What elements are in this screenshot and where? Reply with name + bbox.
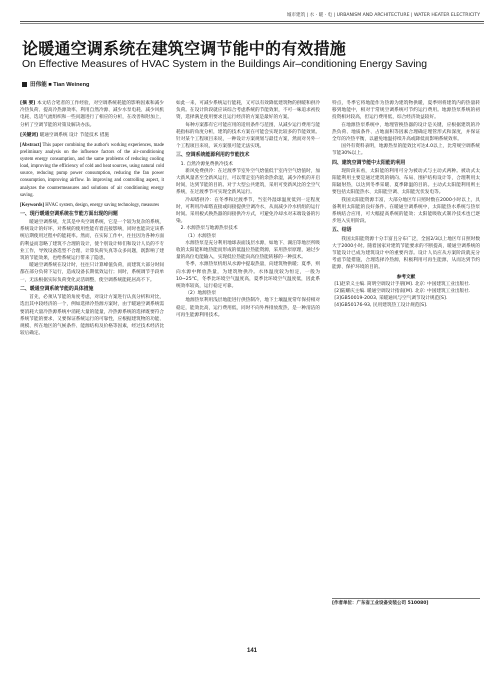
author-names: 田伟能 ■ Tian Weineng (30, 82, 90, 88)
paragraph: 水源热泵是充分利用地球表面浅层水源，如地下、湖泊等地层所吸收的太阳能和地热能而形成的低温位热能资源，采用热泵原理，通过少量的高位电能输入，实现低位热能向高位热能转移的一种技术。 (176, 240, 320, 261)
section-heading-2: 二、暖通空调系统节能的具体措施 (20, 285, 94, 292)
subsection-heading: 1. 自然冷源免费供冷技术 (180, 161, 233, 167)
square-bullet-icon (22, 82, 27, 87)
paragraph: 首先，必须从节能的角度考虑，对设计方案进行认真分析和对比，选出其中较经济的一个，例如选择冷热源方案时，由于暖通空调系统需要消耗大量冷热源系统中消耗大量的能量，冷热源系统的选择既要符合系统节能的要求，又要保证系统运行的可靠性，应根据建筑物的功能、规模、所在地区的气候条件、能源结构及价格等因素，经过技术经济比较后确定。 (20, 295, 164, 337)
article-title-cn: 论暖通空调系统在建筑空调节能中的有效措施 (22, 39, 347, 58)
keywords-en (20, 202, 164, 209)
abstract-cn (20, 100, 164, 129)
keywords-en-text: HVAC system, design, energy saving technology, measures (45, 202, 160, 208)
article-title-en: On Effective Measures of HVAC System in the Buildings Air–conditioning Energy Saving (22, 59, 428, 70)
paragraph: （1）水源热泵 (185, 233, 217, 239)
paragraph: 地源热泵利用浅层地能进行供热制冷，地下土壤温度常年保持相对稳定，能效比高，运行费用低，同时不向外界排放废热，是一种清洁的可再生能源利用技术。 (176, 298, 320, 318)
paragraph: 我国太阳能资源十分丰富且分布广泛，全国2/3以上地区年日照时数大于2000小时。随着国家对建筑节能要求的不断提高，暖通空调系统的节能设计已成为建筑设计中的重要内容。设计人员应从方案阶段就充分考虑节能措施，合理选择冷热源，积极利用可再生能源，从而达到节约能源、保护环境的目的。 (332, 236, 480, 271)
section-heading-3: 三、空调系统能源利用的节能技术 (176, 152, 250, 159)
paragraph: （2）地源热泵 (185, 291, 217, 297)
author-line (22, 80, 89, 88)
header-rule-thin (20, 23, 484, 24)
reference-item: [2]陆耀庆主编. 暖通空调设计指南[M]. 北京: 中国建筑工业出版社. (334, 289, 471, 295)
paragraph: 特点，冬季它将地能作为热源为建筑物供暖，夏季则将建筑内的热量转移到地能中，相对于常规空调系统可节约运行费用。地源热泵系统的初投资相对较高，但运行费用低，综合经济效益较好。 (332, 101, 480, 121)
keywords-label: [关键词] (20, 132, 39, 138)
column-1 (20, 100, 164, 565)
keywords-cn (20, 132, 164, 139)
section-heading-4: 四、建筑空调节能中太阳能的利用 (332, 159, 406, 166)
paragraph: 冷却塔供冷：在冬季和过渡季节，当室外湿球温度低到一定程度时，可利用冷却塔直接或间接提供空调冷水，从而减少冷水机组的运行时间。采用板式换热器的间接供冷方式，可避免冷却水对末端设备的污染。 (176, 197, 320, 225)
paragraph: 我国太阳能资源丰富，大部分地区年日照时数在2000小时以上，具备利用太阳能的良好条件。在暖通空调系统中，太阳能热水系统与热泵系统结合应用，可大幅提高系统的能效；太阳能吸收式制冷技术也已逐步进入实用阶段。 (332, 197, 480, 225)
abstract-en-text: This paper combining the author's working experiences, made preliminary analysis on the influence factors of the air-conditioning system energy consumption, and the same problems of reducing cooling load, improving the efficiency of cold and heat sources, using natural cold source, reducing pump power consumption, reducing the fan power consumption, improving airflow. In improving and controlling aspect, it analyzes the countermeasures and solutions of air conditioning energy saving. (20, 143, 164, 198)
section-heading-5: 五、结语 (332, 227, 352, 234)
keywords-text: 暖通空调系统 设计 节能技术 措施 (39, 132, 110, 138)
references-heading: 参考文献 (396, 274, 416, 280)
paragraph: 暖通空调系统在设计时，往往只计算峰值负荷，而建筑大部分时间都在部分负荷下运行，造成设备长期低效运行；同时，系统调节手段单一，无法根据实际负荷变化灵活调整，使空调系统能耗居高不下。 (20, 263, 164, 283)
abstract-text: 本文结合笔者的工作经验，对空调系统耗能的影响因素和减少冷热负荷、提高冷热源效率、利用自然冷源、减少水泵电耗、减少风机电耗、选适气流组织和一些问题进行了相应的分析，在改善和附加上，分析了空调节能的对策及解决办法。 (20, 101, 164, 128)
subsection-heading: 2. 水源热泵与地源热泵技术 (180, 226, 238, 232)
paragraph: 每种方案都有它可能应用的适用条件与范围，从减少运行费用与能耗指标的角度分析，建筑的技术方案在可能会实现比较多的节能效果。针对某个工程项目来说，一种设计方案规划与最佳方案，然而对另外一个工程项目来说，该方案很可能无法实现。 (176, 122, 320, 150)
paragraph: 在地源热泵系统中，地埋管换热器的设计是关键，应根据建筑的冷热负荷、地质条件、占地面积等因素合理确定埋管形式和深度，并保证全年的冷热平衡，以避免地温持续升高或降低而影响系统效率。 (332, 122, 480, 143)
paragraph: 国外有资料表明，地源热泵的能效比可达4.0以上，比常规空调系统节能30%以上。 (332, 144, 480, 157)
page-number: 141 (246, 648, 257, 654)
column-3 (332, 100, 480, 588)
running-header: 城市建筑 | 水 · 暖 · 电 | URBANISM AND ARCHITECTURE | WATER HEATER ELECTRICITY (286, 13, 480, 18)
reference-item: [1]赵荣义主编. 简明空调设计手册[M]. 北京: 中国建筑工业出版社. (334, 281, 471, 287)
column-2 (176, 100, 320, 560)
header-rule (20, 21, 484, 22)
paragraph: 冬季，水源热泵机组从水源中提取热量，向建筑物供暖；夏季，则向水源中释放热量，为建筑物供冷。水体温度较为恒定，一般为10~25℃，冬季比环境空气温度高，夏季比环境空气温度低，因此系统效率较高，运行稳定可靠。 (176, 262, 320, 290)
abstract-en (20, 142, 164, 199)
reference-item: [4]GB50176-93, 民用建筑热工设计规范[S]. (334, 303, 428, 309)
abstract-en-label: [Abstract] (20, 143, 42, 149)
paragraph: 暖通空调系统，尤其是中央空调系统，它是一个较为复杂的系统，系统设计的好坏，对系统的使用性能有着直接影响，同时也能决定该系统后期使用过程中的能耗率。然而，在实际工作中，往往因为各种方面的利益而忽略了建筑不合理的设计，使个别设计师们和设计人员的不专业工作，导致设备选型不合理、计算负荷失真等众多问题，既影响了建筑的节能效果，也给系统运行带来了隐患。 (20, 220, 164, 262)
abstract-label: [摘 要] (20, 101, 36, 106)
keywords-en-label: [Keywords] (20, 202, 44, 208)
section-heading-1: 一、现行暖通空调系统在节能方面出现的问题 (20, 210, 118, 217)
paragraph: 现阶段来看，太阳能的利用可分为被动式与主动式两种。被动式太阳能利用主要是通过建筑的朝向、布局、围护结构设计等，合理利用太阳辐射热，以达到冬季采暖、夏季降温的目的。主动式太阳能利用则主要包括太阳能热水、太阳能空调、太阳能光伏发电等。 (332, 168, 480, 196)
paragraph: 如此一来，可减少系统运行能耗，又可以有效降低建筑物的供暖和供冷负荷。在设计阶段就应该综合考虑系统的节能效果，不可一味追求初投资，选择满足使用要求且运行经济的方案是最好的方案。 (176, 101, 320, 121)
paragraph: 新风免费供冷：在过渡季节室外空气焓值低于室内空气焓值时，加大新风量甚至全新风运行，可以带走室内的余热余湿，减少冷机的开启时间，达到节能的目的。对于大型公共建筑，采用可变新风比的全空气系统，在过渡季节可实现全新风运行。 (176, 168, 320, 196)
author-affiliation: [作者单位：广东省工业设备安装公司 510080] (332, 598, 480, 608)
reference-item: [3]GB50019-2003, 采暖通风与空气调节设计规范[S]. (334, 296, 448, 302)
